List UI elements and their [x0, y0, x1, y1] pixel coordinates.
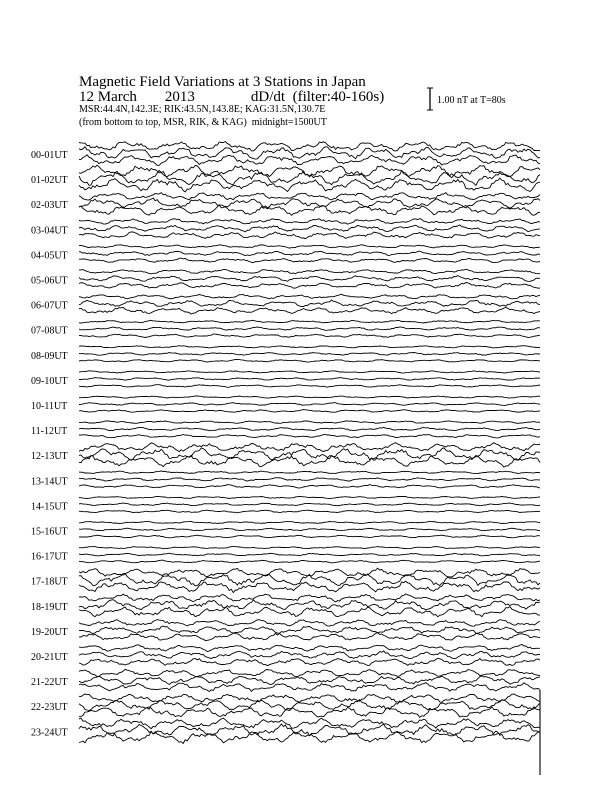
trace-msr	[79, 258, 540, 263]
trace-rik	[79, 478, 540, 481]
hour-label: 15-16UT	[31, 526, 68, 538]
trace-kag	[79, 269, 540, 274]
trace-rik	[79, 503, 540, 506]
trace-msr	[79, 205, 540, 215]
trace-msr	[79, 633, 540, 641]
trace-kag	[79, 620, 540, 627]
trace-kag	[79, 219, 540, 225]
trace-kag	[79, 320, 540, 323]
trace-kag	[79, 568, 540, 577]
chart-title: Magnetic Field Variations at 3 Stations in Japan	[79, 74, 366, 90]
trace-msr	[79, 435, 540, 438]
trace-rik	[79, 198, 540, 208]
trace-rik	[79, 553, 540, 556]
trace-rik	[79, 528, 540, 531]
trace-kag	[79, 669, 540, 677]
hour-label: 00-01UT	[31, 150, 68, 161]
hour-label: 11-12UT	[31, 426, 68, 438]
hour-label: 22-23UT	[31, 702, 68, 714]
trace-msr	[79, 560, 540, 563]
trace-msr	[79, 683, 540, 692]
date-day-month: 12 March	[79, 89, 137, 105]
station-order-note: (from bottom to top, MSR, RIK, & KAG)	[79, 117, 247, 128]
hour-label: 08-09UT	[31, 350, 68, 362]
hour-label: 19-20UT	[31, 626, 68, 638]
hour-label: 01-02UT	[31, 175, 68, 187]
scale-label: 1.00 nT at T=80s	[437, 95, 506, 106]
trace-kag	[79, 193, 540, 200]
trace-msr	[79, 658, 540, 665]
trace-kag	[79, 443, 540, 452]
trace-kag	[79, 694, 540, 703]
trace-kag	[79, 165, 540, 177]
date-year: 2013	[164, 89, 195, 105]
trace-rik	[79, 427, 540, 430]
hour-label: 10-11UT	[31, 401, 68, 412]
trace-msr	[79, 510, 540, 513]
trace-msr	[79, 308, 540, 315]
hour-label: 04-05UT	[31, 250, 68, 262]
trace-rik	[79, 225, 540, 232]
trace-kag	[79, 371, 540, 373]
hour-label: 12-13UT	[31, 451, 68, 463]
trace-msr	[79, 360, 540, 363]
trace-msr	[79, 232, 540, 239]
trace-msr	[79, 731, 540, 743]
hour-label: 06-07UT	[31, 300, 68, 312]
trace-rik	[79, 327, 540, 330]
midnight-note: midnight=1500UT	[251, 117, 327, 128]
trace-kag	[79, 496, 540, 498]
trace-msr	[79, 607, 540, 617]
hour-label: 20-21UT	[31, 652, 68, 663]
trace-msr	[79, 334, 540, 337]
trace-msr	[79, 485, 540, 489]
trace-rik	[79, 626, 540, 634]
hour-label: 05-06UT	[31, 275, 68, 287]
trace-kag	[79, 294, 540, 299]
trace-kag	[79, 546, 540, 548]
trace-rik	[79, 251, 540, 255]
stations-info: MSR:44.4N,142.3E; RIK:43.5N,143.8E; KAG:31.5N,130.7E	[79, 104, 326, 115]
trace-rik	[79, 403, 540, 406]
filter-label: (filter:40-160s)	[292, 89, 385, 105]
hour-label: 18-19UT	[31, 601, 68, 613]
trace-rik	[79, 651, 540, 659]
trace-kag	[79, 421, 540, 424]
trace-kag	[79, 521, 540, 523]
trace-rik	[79, 378, 540, 381]
quantity-label: dD/dt	[250, 89, 286, 105]
hour-label: 16-17UT	[31, 551, 68, 563]
trace-rik	[79, 700, 540, 711]
hour-label: 09-10UT	[31, 375, 68, 387]
trace-msr	[79, 283, 540, 289]
trace-msr	[79, 385, 540, 388]
hour-label: 03-04UT	[31, 225, 68, 237]
trace-kag	[79, 245, 540, 248]
hour-label: 13-14UT	[31, 476, 68, 488]
trace-msr	[79, 535, 540, 538]
trace-kag	[79, 396, 540, 398]
trace-kag	[79, 594, 540, 602]
trace-rik	[79, 600, 540, 610]
hour-label: 02-03UT	[31, 200, 68, 212]
trace-msr	[79, 410, 540, 413]
hour-label: 14-15UT	[31, 501, 68, 513]
trace-kag	[79, 645, 540, 652]
hour-label: 23-24UT	[31, 727, 68, 739]
trace-kag	[79, 471, 540, 474]
trace-msr	[79, 155, 540, 166]
trace-rik	[79, 276, 540, 282]
trace-rik	[79, 676, 540, 685]
trace-kag	[79, 346, 540, 348]
hour-label: 17-18UT	[31, 576, 68, 588]
hour-label: 21-22UT	[31, 677, 68, 689]
hour-rows	[31, 141, 540, 775]
trace-rik	[79, 353, 540, 356]
hour-label: 07-08UT	[31, 325, 68, 337]
trace-rik	[79, 300, 540, 307]
